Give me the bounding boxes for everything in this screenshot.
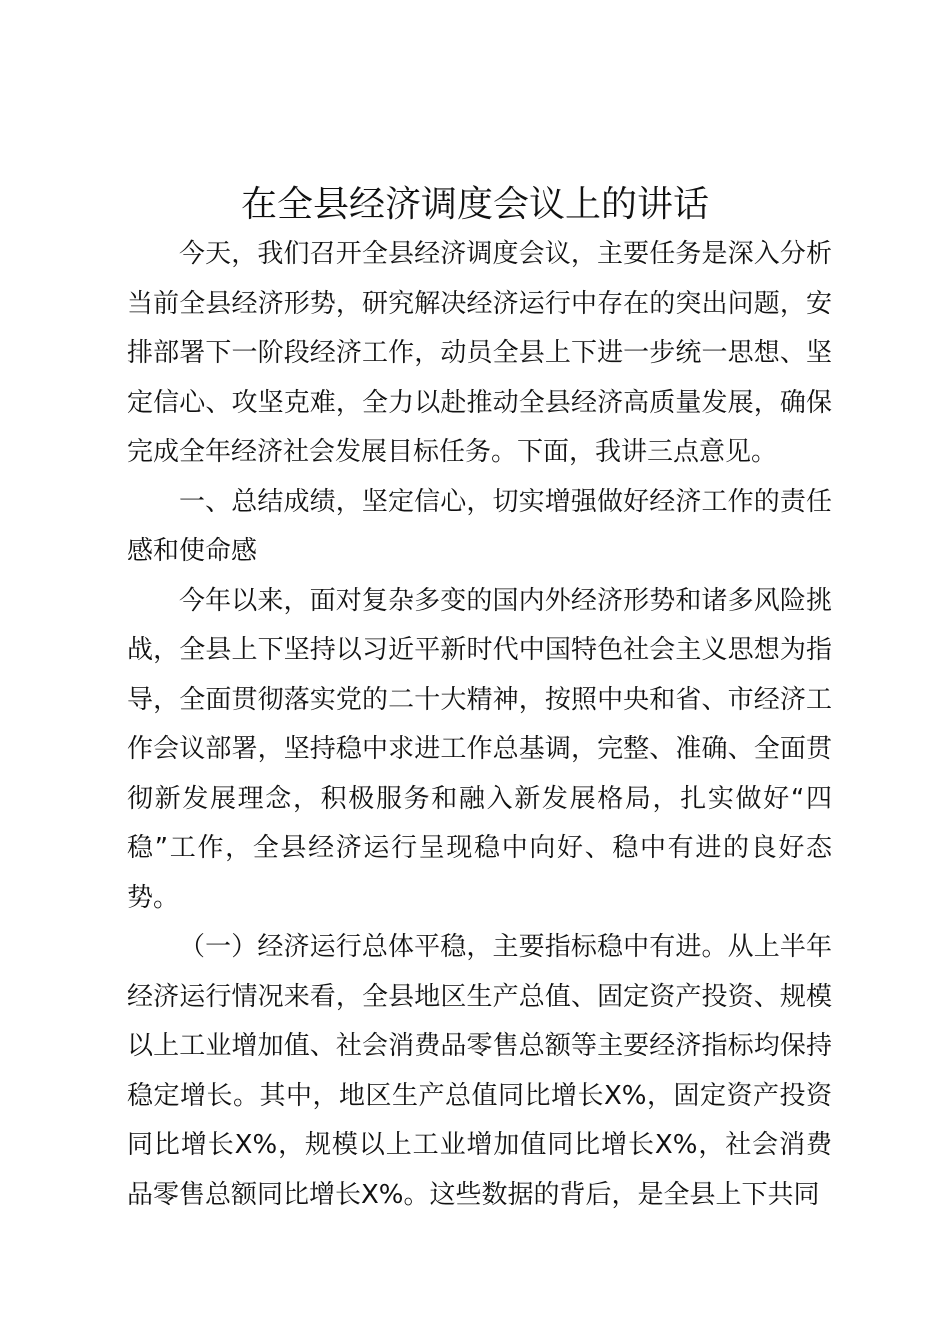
document-body: [127, 230, 832, 1220]
paragraph-subsection-1: （一）经济运行总体平稳，主要指标稳中有进。从上半年经济运行情况来看，全县地区生产总值、固定资产投资、规模以上工业增加值、社会消费品零售总额等主要经济指标均保持稳定增长。其中，地区生产总值同比增长X%，固定资产投资同比增长X%，规模以上工业增加值同比增长X%，社会消费品零售总额同比增长X%。这些数据的背后，是全县上下共同: [127, 932, 832, 1210]
section-heading-1: 一、总结成绩，坚定信心，切实增强做好经济工作的责任感和使命感: [127, 486, 832, 566]
document-title: 在全县经济调度会议上的讲话: [240, 184, 709, 225]
paragraph-intro: 今天，我们召开全县经济调度会议，主要任务是深入分析当前全县经济形势，研究解决经济运行中存在的突出问题，安排部署下一阶段经济工作，动员全县上下进一步统一思想、坚定信心、攻坚克难，全力以赴推动全县经济高质量发展，确保完成全年经济社会发展目标任务。下面，我讲三点意见。: [127, 239, 832, 467]
paragraph-section-1: 今年以来，面对复杂多变的国内外经济形势和诸多风险挑战，全县上下坚持以习近平新时代中国特色社会主义思想为指导，全面贯彻落实党的二十大精神，按照中央和省、市经济工作会议部署，坚持稳中求进工作总基调，完整、准确、全面贯彻新发展理念，积极服务和融入新发展格局，扎实做好“四稳”工作，全县经济运行呈现稳中向好、稳中有进的良好态势。: [127, 585, 832, 913]
